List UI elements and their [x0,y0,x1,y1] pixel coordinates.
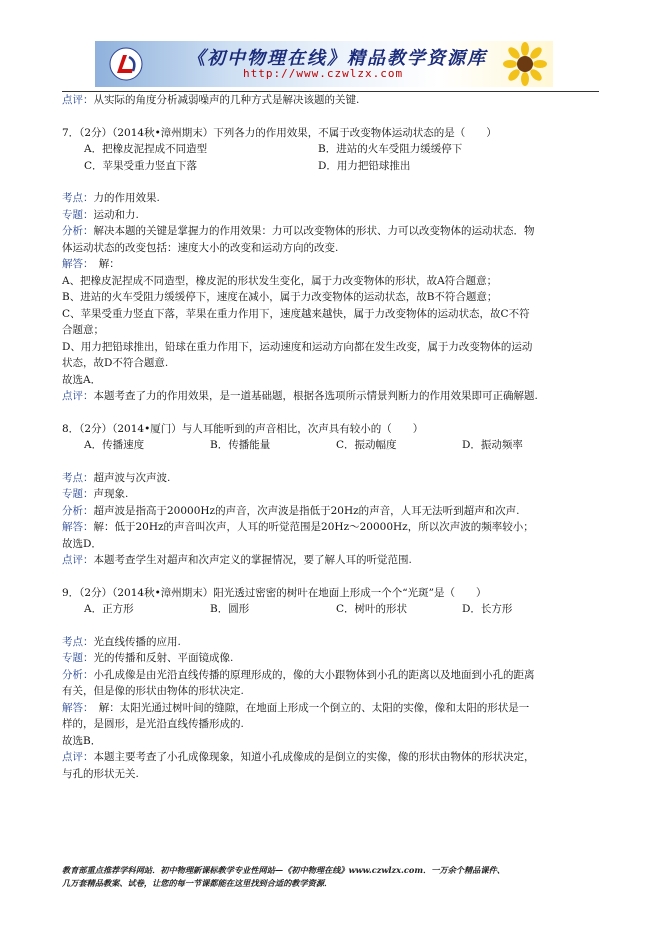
document-body [62,92,602,782]
text-line [62,503,602,520]
spacer [62,618,602,634]
text-line [62,486,602,503]
text-line [62,190,602,207]
text-line [62,470,602,487]
text-line [62,256,602,273]
line-text: 光直线传播的应用. [93,635,181,648]
section-tag: 点评： [62,751,94,763]
option-item: C．苹果受重力竖直下落 [84,159,198,172]
text-line [62,683,602,700]
line-text: 7．（2分）（2014秋•漳州期末）下列各力的作用效果，不属于改变物体运动状态的是（ ） [62,126,497,139]
section-tag: 点评： [62,94,94,106]
text-line [62,585,602,602]
text-line [62,634,602,651]
section-tag: 点评： [62,554,94,566]
spacer [62,174,602,190]
answer-options [62,601,602,618]
line-text: 样的，是圆形，是光沿直线传播形成的. [62,718,244,730]
text-line [62,421,602,438]
text-line [62,536,602,553]
banner-url[interactable]: http://www.czwlzx.com [243,67,404,80]
text-line [62,650,602,667]
spacer [62,405,602,421]
section-tag: 考点： [62,471,94,484]
text-line [62,716,602,733]
text-line [62,273,602,290]
line-text: 本题主要考查了小孔成像现象，知道小孔成像成的是倒立的实像，像的形状由物体的形状决定， [93,751,535,763]
text-line [62,667,602,684]
line-text: 解：太阳光通过树叶间的缝隙，在地面上形成一个倒立的、太阳的实像，像和太阳的形状是一 [88,701,530,714]
line-text: 有关，但是像的形状由物体的形状决定. [62,685,244,697]
spacer [62,109,602,125]
section-tag: 分析： [62,504,94,517]
option-item: A．传播速度 [84,439,145,451]
line-text: 本题考查了力的作用效果，是一道基础题，根据各选项所示情景判断力的作用效果即可正确解题. [93,390,538,402]
section-tag: 点评： [62,390,94,402]
text-line [62,733,602,750]
option-item: A．正方形 [84,603,134,615]
line-text: 合题意； [62,324,104,336]
line-text: 超声波是指高于20000Hz的声音，次声波是指低于20Hz的声音，人耳无法听到超声和次声. [93,504,520,517]
option-item: B．进站的火车受阻力缓缓停下 [318,143,463,155]
line-text: 解决本题的关键是掌握力的作用效果：力可以改变物体的形状、力可以改变物体的运动状态．物 [93,225,535,237]
answer-options [62,437,602,454]
line-text: 8．（2分）（2014•厦门）与人耳能听到的声音相比，次声具有较小的（ ） [62,422,424,435]
text-line [62,388,602,405]
option-item: D．振动频率 [462,439,523,451]
answer-options [62,141,602,158]
line-text: 运动和力. [93,208,139,221]
text-line [62,125,602,142]
section-tag: 解答： [62,258,89,270]
line-text: 体运动状态的改变包括：速度大小的改变和运动方向的改变. [62,241,339,254]
spacer [62,454,602,470]
text-line [62,207,602,224]
section-tag: 解答： [62,521,94,533]
site-logo-icon [109,47,143,81]
text-line [62,372,602,389]
line-text: 声现象. [93,488,129,500]
line-text: B、进站的火车受阻力缓缓停下，速度在减小，属于力改变物体的运动状态，故B不符合题意； [62,291,498,303]
sunflower-icon [503,42,547,86]
section-tag: 考点： [62,192,94,204]
line-text: 状态，故D不符合题意. [62,357,169,369]
line-text: 从实际的角度分析减弱噪声的几种方式是解决该题的关键. [93,94,360,106]
line-text: 超声波与次声波. [93,471,171,484]
page-footer [62,864,602,890]
footer-line: 几万套精品教案、试卷，让您的每一节课都能在这里找到合适的教学资源． [62,878,333,888]
option-item: C．树叶的形状 [336,603,408,615]
section-tag: 专题： [62,208,94,221]
section-tag: 考点： [62,635,94,648]
text-line [62,519,602,536]
option-item: B．传播能量 [210,439,271,451]
line-text: 解： [88,258,120,270]
text-line [62,306,602,323]
spacer [62,569,602,585]
line-text: 故选A． [62,373,102,386]
line-text: 9．（2分）（2014秋•漳州期末）阳光透过密密的树叶在地面上形成一个个“光斑”是（ ） [62,586,487,599]
option-item: B．圆形 [210,603,250,615]
line-text: 解：低于20Hz的声音叫次声，人耳的听觉范围是20Hz～20000Hz，所以次声波的频率较小； [93,521,534,533]
line-text: 故选D． [62,537,102,550]
line-text: A、把橡皮泥捏成不同造型，橡皮泥的形状发生变化，属于力改变物体的形状，故A符合题意； [62,274,498,287]
line-text: 本题考查学生对超声和次声定义的掌握情况，要了解人耳的听觉范围. [93,554,412,566]
line-text: 与孔的形状无关. [62,767,139,780]
section-tag: 分析： [62,668,94,681]
text-line [62,355,602,372]
section-tag: 专题： [62,488,94,500]
line-text: 力的作用效果. [93,192,160,204]
text-line [62,339,602,356]
section-tag: 专题： [62,652,94,664]
text-line [62,240,602,257]
section-tag: 解答： [62,701,89,714]
line-text: 光的传播和反射、平面镜成像. [93,652,234,664]
option-item: A．把橡皮泥捏成不同造型 [84,143,208,155]
option-item: D．长方形 [462,603,513,615]
line-text: 小孔成像是由光沿直线传播的原理形成的，像的大小跟物体到小孔的距离以及地面到小孔的距离 [93,668,535,681]
text-line [62,749,602,766]
line-text: C、苹果受重力竖直下落，苹果在重力作用下，速度越来越快，属于力改变物体的运动状态，故C不符 [62,307,530,320]
option-item: C．振动幅度 [336,439,397,451]
text-line [62,289,602,306]
text-line [62,700,602,717]
text-line [62,766,602,783]
footer-line: 教育部重点推荐学科网站．初中物理新课标教学专业性网站—《初中物理在线》www.czwlzx.com．一万余个精品课件、 [62,865,505,875]
line-text: 故选B． [62,734,102,747]
text-line [62,322,602,339]
text-line [62,92,602,109]
banner-title: 《初中物理在线》精品教学资源库 [187,48,487,69]
section-tag: 分析： [62,225,94,237]
line-text: D、用力把铅球推出，铅球在重力作用下，运动速度和运动方向都在发生改变，属于力改变物体的运动 [62,340,533,353]
text-line [62,223,602,240]
option-item: D．用力把铅球推出 [318,159,411,172]
answer-options [62,158,602,175]
text-line [62,552,602,569]
header-banner [95,41,553,87]
